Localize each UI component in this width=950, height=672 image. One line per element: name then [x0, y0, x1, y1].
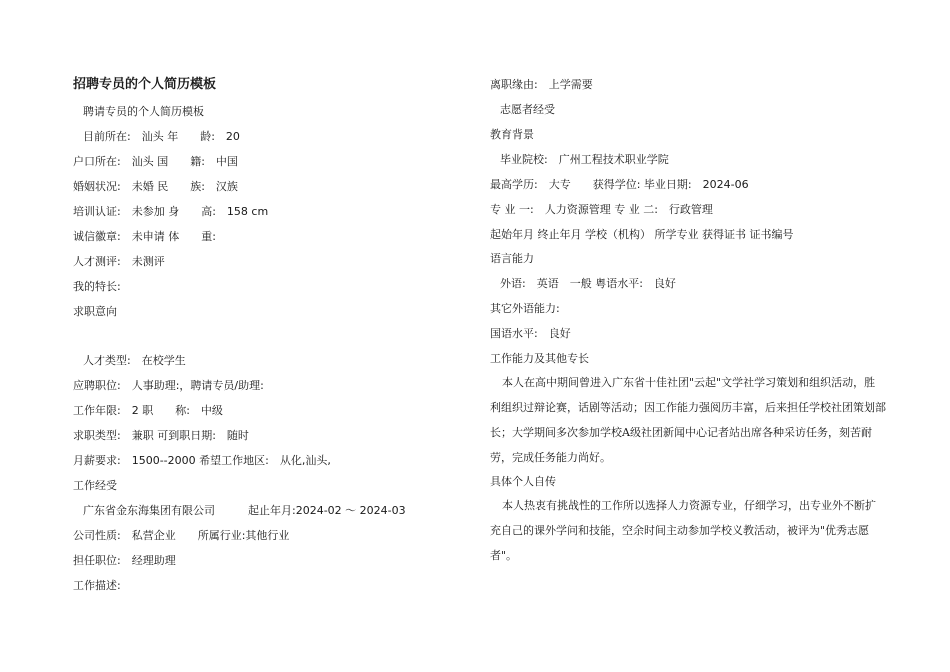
autobiography-heading: 具体个人自传	[490, 475, 556, 488]
talent-type-line: 人才类型: 在校学生	[83, 354, 186, 367]
job-type-start-date-line: 求职类型: 兼职 可到职日期: 随时	[73, 429, 249, 442]
specialty-line: 我的特长:	[73, 280, 121, 293]
work-experience-heading: 工作经受	[73, 479, 117, 492]
majors-line: 专 业 一: 人力资源管理 专 业 二: 行政管理	[490, 203, 713, 216]
abilities-heading: 工作能力及其他专长	[490, 352, 589, 365]
abilities-paragraph: 本人在高中期间曾进入广东省十佳社团"云起"文学社学习策划和组织活动，胜利组织过辩论赛，话剧等活动；因工作能力强阅历丰富，后来担任学校社团策划部长；大学期间多次参加学校A级社团新闻中心记者站出席各种采访任务，刻苦耐劳，完成任务能力尚好。	[490, 376, 886, 464]
company-period-line: 广东省金东海集团有限公司 起止年月:2024-02 ～ 2024-03	[83, 504, 406, 517]
document-title: 招聘专员的个人简历模板	[73, 77, 217, 92]
company-type-industry-line: 公司性质: 私营企业 所属行业:其他行业	[73, 529, 290, 542]
foreign-language-line: 外语: 英语 一般 粤语水平: 良好	[500, 277, 676, 290]
applied-position-line: 应聘职位: 人事助理:，聘请专员/助理:	[73, 379, 264, 392]
language-heading: 语言能力	[490, 252, 534, 265]
household-nationality-line: 户口所在: 汕头 国 籍: 中国	[73, 155, 238, 168]
degree-graduation-line: 最高学历: 大专 获得学位: 毕业日期: 2024-06	[490, 178, 749, 191]
mandarin-level-line: 国语水平: 良好	[490, 327, 571, 340]
subtitle-line: 聘请专员的个人简历模板	[83, 105, 204, 118]
education-table-header: 起始年月 终止年月 学校（机构） 所学专业 获得证书 证书编号	[490, 228, 794, 241]
autobiography-paragraph: 本人热衷有挑战性的工作所以选择人力资源专业，仔细学习，出专业外不断扩充自己的课外学问和技能，空余时间主动参加学校义教活动，被评为"优秀志愿者"。	[490, 499, 876, 562]
talent-assessment-line: 人才测评: 未测评	[73, 255, 165, 268]
marital-ethnicity-line: 婚姻状况: 未婚 民 族: 汉族	[73, 180, 238, 193]
position-held-line: 担任职位: 经理助理	[73, 554, 176, 567]
work-years-title-line: 工作年限: 2 职 称: 中级	[73, 404, 223, 417]
work-description-line: 工作描述:	[73, 579, 121, 592]
leave-reason-line: 离职缘由: 上学需要	[490, 78, 593, 91]
training-height-line: 培训认证: 未参加 身 高: 158 cm	[73, 205, 269, 218]
salary-region-line: 月薪要求: 1500--2000 希望工作地区: 从化,汕头,	[73, 454, 331, 467]
credit-weight-line: 诚信徽章: 未申请 体 重:	[73, 230, 216, 243]
graduate-school-line: 毕业院校: 广州工程技术职业学院	[500, 153, 669, 166]
other-language-line: 其它外语能力:	[490, 302, 560, 315]
current-location-age-line: 目前所在: 汕头 年 龄: 20	[83, 130, 240, 143]
job-intention-heading: 求职意向	[73, 305, 117, 318]
volunteer-heading: 志愿者经受	[500, 103, 555, 116]
education-heading: 教育背景	[490, 128, 534, 141]
